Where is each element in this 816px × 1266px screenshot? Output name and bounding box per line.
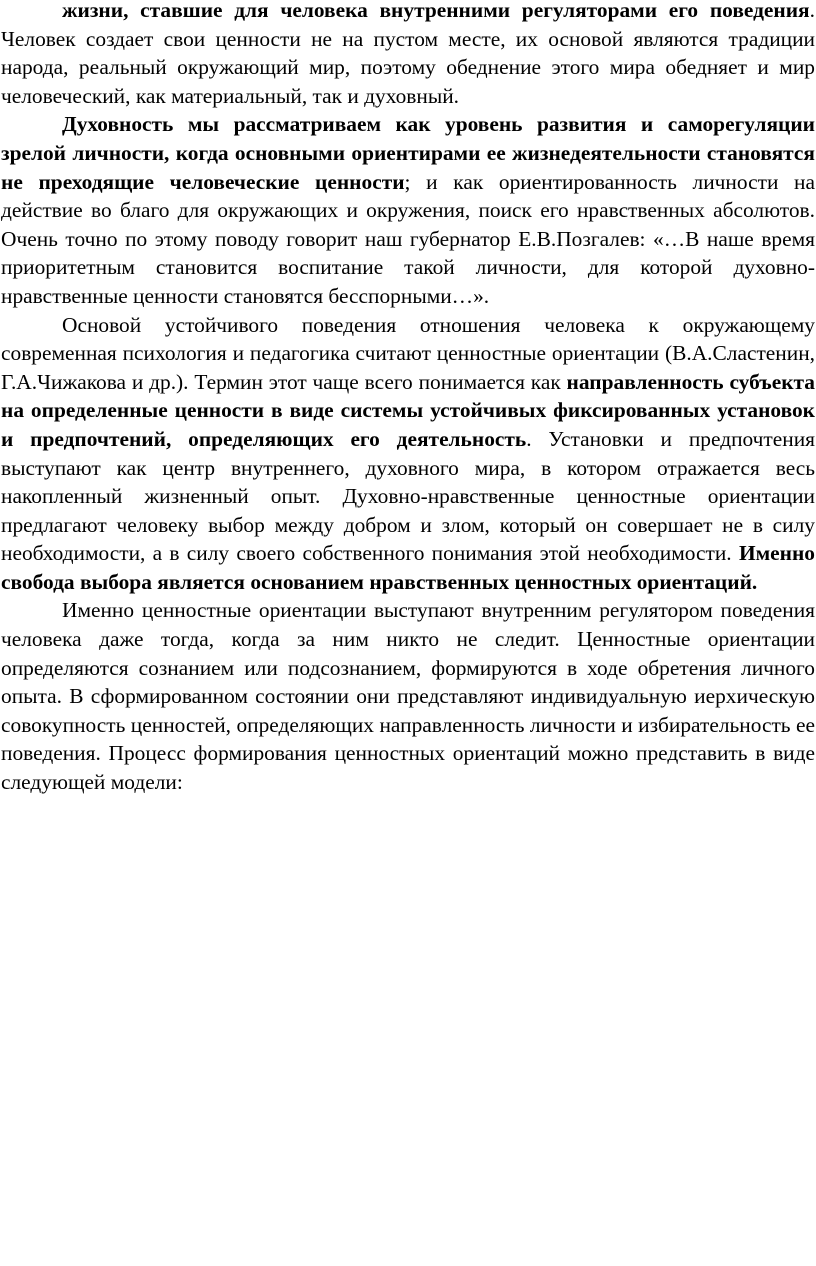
document-body [1,0,815,797]
paragraph-2-bold-run-1: Духовность мы рассматриваем как уровень развития и саморегуляции зрелой личности, когда основными ориентирами ее жизнедеятельности становятся не преходящие человеческие ценности [1,112,815,194]
paragraph-2-run-2: ; и как ориентированность личности на действие во благо для окружающих и окружения, поиск его нравственных абсолютов. Очень точно по этому поводу говорит наш губернатор Е.В.Позгалев: «…В наше время приоритетным становится воспитание такой личности, для которой духовно-нравственные ценности становятся бесспорными…». [1,169,816,308]
paragraph-1 [1,0,815,110]
paragraph-1-run-2: . Человек создает свои ценности не на пустом месте, их основой являются традиции народа, реальный окружающий мир, поэтому обеднение этого мира обедняет и мир человеческий, как материальный, так и духовный. [1,0,815,108]
paragraph-2 [1,110,815,310]
paragraph-4 [1,596,815,796]
paragraph-3-run-3: . Установки и предпочтения выступают как центр внутреннего, духовного мира, в котором отражается весь накопленный жизненный опыт. Духовно-нравственные ценностные ориентации предлагают человеку выбор между добром и злом, который он совершает не в силу необходимости, а в силу своего собственного понимания этой необходимости. [1,426,815,566]
paragraph-1-bold-run-1: жизни, ставшие для человека внутренними регуляторами его поведения [62,0,810,22]
paragraph-4-run-1: Именно ценностные ориентации выступают внутренним регулятором поведения человека даже тогда, когда за ним никто не следит. Ценностные ориентации определяются сознанием или подсознанием, формируются в ходе обретения личного опыта. В сформированном состоянии они представляют индивидуальную иерхическую совокупность ценностей, определяющих направленность личности и избирательность ее поведения. Процесс формирования ценностных ориентаций можно представить в виде следующей модели: [1,598,815,795]
paragraph-3 [1,311,815,597]
paragraph-3-run-1: Основой устойчивого поведения отношения человека к окружающему современная психология и педагогика считают ценностные ориентации (В.А.Сластенин, Г.А.Чижакова и др.). Термин этот чаще всего понимается как [1,312,815,394]
paragraph-3-bold-run-4: Именно свобода выбора является основанием нравственных ценностных ориентаций. [1,541,815,594]
paragraph-3-bold-run-2: направленность субъекта на определенные ценности в виде системы устойчивых фиксированных установок и предпочтений, определяющих его деятельность [1,369,815,451]
